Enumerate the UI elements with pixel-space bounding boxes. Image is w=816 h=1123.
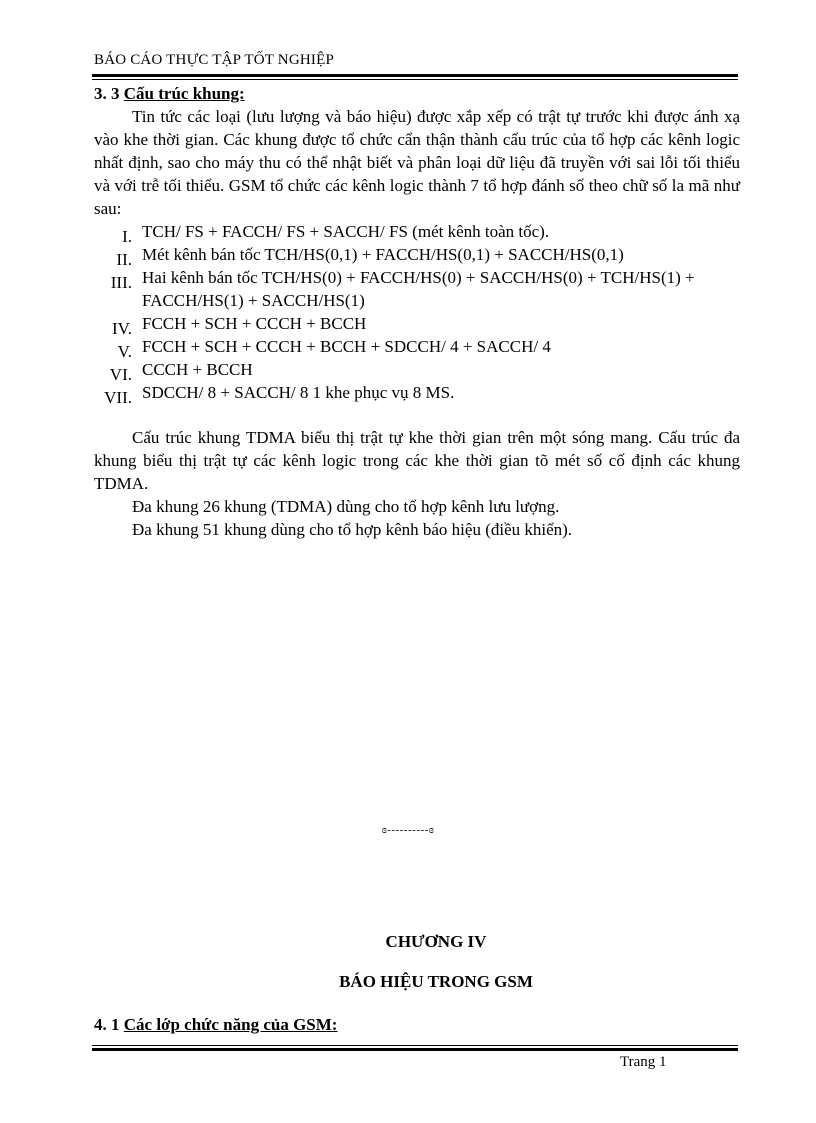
- list-item-text: TCH/ FS + FACCH/ FS + SACCH/ FS (mét kênh toàn tốc).: [142, 222, 550, 241]
- list-item: [94, 220, 740, 246]
- footer-rule-thick: [92, 1048, 738, 1051]
- list-item: [94, 243, 740, 269]
- page-number: Trang 1: [620, 1054, 667, 1070]
- list-item: [94, 358, 740, 384]
- list-numeral: IV.: [112, 319, 132, 338]
- list-item-text: CCCH + BCCH: [142, 360, 253, 379]
- subsection-heading: [94, 1015, 337, 1035]
- list-item: [94, 335, 740, 361]
- logical-channel-combinations-list: [94, 220, 740, 407]
- header-rule-thick: [92, 74, 738, 77]
- list-numeral: VI.: [109, 365, 132, 384]
- list-numeral: III.: [110, 273, 132, 292]
- list-item: [94, 312, 740, 338]
- list-item: [94, 381, 740, 407]
- section-title: Cấu trúc khung:: [123, 84, 245, 103]
- list-item-text: Hai kênh bán tốc TCH/HS(0) + FACCH/HS(0) + SACCH/HS(0) + TCH/HS(1) + FACCH/HS(1) + SACCH/HS(1): [142, 268, 695, 310]
- section-heading: [94, 82, 740, 105]
- chapter-title: BÁO HIỆU TRONG GSM: [339, 972, 533, 991]
- section-intro-paragraph: Tin tức các loại (lưu lượng và báo hiệu) được xắp xếp có trật tự trước khi được ánh xạ vào khe thời gian. Các khung được tổ chức cẩn thận thành cấu trúc của tổ hợp các kênh logic nhất định, sao cho máy thu có thể nhật biết và phân loại dữ liệu đã truyền với sai lỗi tối thiểu và với trễ tối thiểu. GSM tổ chức các kênh logic thành 7 tổ hợp đánh số theo chữ số la mã như sau:: [94, 107, 740, 218]
- footer-rule-thin: [92, 1045, 738, 1046]
- ornament-separator: ɞ----------ɞ: [381, 824, 435, 836]
- list-item-text: FCCH + SCH + CCCH + BCCH: [142, 314, 367, 333]
- list-item: [94, 266, 740, 312]
- header-rule-thin: [92, 79, 738, 80]
- chapter-label: CHƯƠNG IV: [385, 932, 487, 951]
- multiframe-26-line: Đa khung 26 khung (TDMA) dùng cho tổ hợp kênh lưu lượng.: [132, 497, 560, 516]
- list-item-text: Mét kênh bán tốc TCH/HS(0,1) + FACCH/HS(0,1) + SACCH/HS(0,1): [142, 245, 624, 264]
- subsection-number: 4. 1: [94, 1015, 120, 1034]
- list-numeral: I.: [122, 227, 132, 246]
- report-header-title: BÁO CÁO THỰC TẬP TỐT NGHIỆP: [94, 52, 334, 68]
- list-numeral: V.: [117, 342, 132, 361]
- spacer: [94, 404, 740, 426]
- list-numeral: VII.: [104, 388, 132, 407]
- list-numeral: II.: [116, 250, 132, 269]
- multiframe-51-line: Đa khung 51 khung dùng cho tổ hợp kênh báo hiệu (điều khiển).: [132, 520, 573, 539]
- list-item-text: FCCH + SCH + CCCH + BCCH + SDCCH/ 4 + SACCH/ 4: [142, 337, 551, 356]
- tdma-structure-paragraph: Cấu trúc khung TDMA biểu thị trật tự khe thời gian trên một sóng mang. Cấu trúc đa khung biểu thị trật tự các kênh logic trong các khe thời gian tõ mét số cố định các khung TDMA.: [94, 428, 740, 493]
- page-content: [94, 82, 740, 541]
- list-item-text: SDCCH/ 8 + SACCH/ 8 1 khe phục vụ 8 MS.: [142, 383, 455, 402]
- subsection-title: Các lớp chức năng của GSM:: [123, 1015, 338, 1034]
- section-number: 3. 3: [94, 84, 120, 103]
